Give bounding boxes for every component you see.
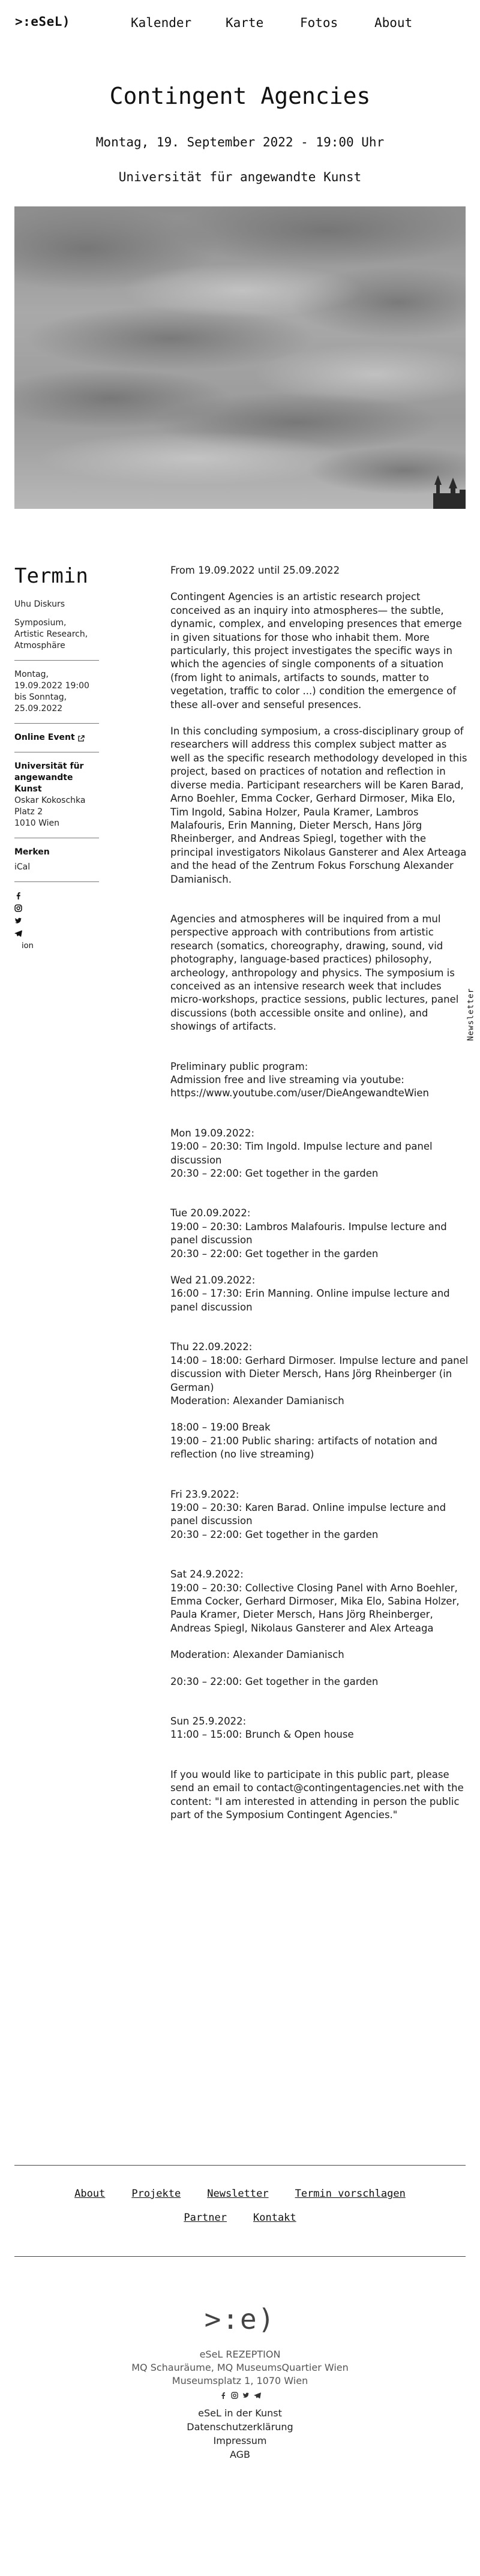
description-line: From 19.09.2022 until 25.09.2022	[170, 565, 340, 576]
sidebar-heading: Termin	[14, 564, 88, 588]
event-sidebar	[14, 564, 101, 951]
location-address	[14, 795, 101, 829]
date-line: bis Sonntag,	[14, 692, 67, 702]
footer-divider-top	[14, 2165, 466, 2166]
description-paragraph	[170, 1127, 469, 1181]
description-paragraph	[170, 1675, 469, 1689]
address-line: Platz 2	[14, 807, 43, 817]
instagram-icon[interactable]	[231, 2392, 238, 2399]
date-line: 19.09.2022 19:00	[14, 681, 89, 691]
footer-social-icons	[0, 2392, 480, 2399]
date-line: 25.09.2022	[14, 704, 63, 713]
description-paragraph	[170, 1207, 469, 1261]
description-paragraph	[170, 1060, 469, 1100]
share-icons	[14, 890, 101, 951]
footer-info-line: Museumsplatz 1, 1070 Wien	[172, 2375, 308, 2386]
categories	[14, 617, 101, 652]
share-instagram[interactable]	[14, 903, 101, 913]
telegram-icon	[14, 929, 22, 937]
footer-link-termin-vorschlagen[interactable]: Termin vorschlagen	[295, 2188, 406, 2200]
online-event-link[interactable]	[14, 732, 101, 743]
online-event-label: Online Event	[14, 733, 75, 742]
footer-info-line: MQ Schauräume, MQ MuseumsQuartier Wien	[131, 2362, 349, 2373]
description-paragraph	[170, 1568, 469, 1635]
description-line: 20:30 – 22:00: Get together in the garden	[170, 1528, 379, 1540]
nav-karte[interactable]: Karte	[226, 16, 264, 30]
footer-link-impressum[interactable]: Impressum	[213, 2435, 267, 2446]
description-line: 19:00 – 20:30: Tim Ingold. Impulse lecture and panel discussion	[170, 1141, 433, 1166]
external-link-icon	[77, 734, 85, 742]
footer-link-newsletter[interactable]: Newsletter	[207, 2188, 269, 2200]
description-line: Thu 22.09.2022:	[170, 1341, 253, 1353]
description-line: Sat 24.9.2022:	[170, 1569, 244, 1581]
description-line: Admission free and live streaming via youtube:	[170, 1074, 404, 1085]
description-line: Tue 20.09.2022:	[170, 1207, 251, 1219]
facebook-icon[interactable]	[220, 2392, 227, 2399]
footer-link-datenschutz[interactable]: Datenschutzerklärung	[187, 2421, 293, 2433]
description-paragraph	[170, 590, 469, 712]
share-telegram[interactable]	[14, 928, 101, 938]
nav-fotos[interactable]: Fotos	[300, 16, 338, 30]
description-paragraph	[170, 1341, 469, 1408]
ical-link[interactable]: iCal	[14, 862, 31, 872]
footer-link-about[interactable]: About	[74, 2188, 106, 2200]
description-line: Wed 21.09.2022:	[170, 1274, 256, 1286]
facebook-icon	[14, 892, 22, 899]
location-name-line: Universität für	[14, 761, 84, 771]
description-line: 20:30 – 22:00: Get together in the garden	[170, 1168, 379, 1180]
sidebar-divider	[14, 723, 99, 724]
description-paragraph	[170, 1488, 469, 1542]
footer-nav	[0, 2188, 480, 2236]
footer-link-esel-in-der-kunst[interactable]: eSeL in der Kunst	[198, 2407, 282, 2419]
address-line: Oskar Kokoschka	[14, 796, 86, 805]
footer-link-kontakt[interactable]: Kontakt	[253, 2212, 296, 2224]
instagram-icon	[14, 904, 22, 912]
main-nav	[131, 16, 412, 30]
description-line: Moderation: Alexander Damianisch	[170, 1649, 344, 1661]
description-line: 14:00 – 18:00: Gerhard Dirmoser. Impulse lecture and panel discussion with Dieter Mersch, Hans Jörg Rheinberger (in German)	[170, 1354, 469, 1393]
sidebar-divider	[14, 881, 99, 882]
event-title: Contingent Agencies	[109, 83, 371, 109]
event-hero-image	[14, 206, 466, 509]
footer-logo[interactable]: >:e)	[204, 2303, 276, 2335]
location-name-line: angewandte Kunst	[14, 773, 73, 794]
description-paragraph	[170, 913, 469, 1034]
description-line: Fri 23.9.2022:	[170, 1488, 239, 1500]
site-logo[interactable]: >:eSeL)	[15, 14, 71, 29]
description-line: In this concluding symposium, a cross-disciplinary group of researchers will address this complex subject matter as well as the specific research methodology developed in this project, based on practices of notation and reflection in diverse media. Participant researchers will be Karen Barad, Arno Boehler, Emma Cocker, Gerhard Dirmoser, Mika Elo, Tim Ingold, Sabina Holzer, Paula Kramer, Lambros Malafouris, Erin Manning, Dieter Mersch, Hans Jörg Rheinberger, and Andreas Spiegl, together with the principal investigators Nikolaus Gansterer and Alex Arteaga and the head of the Zentrum Fokus Forschung Alexander Damianisch.	[170, 725, 467, 885]
description-paragraph	[170, 1715, 469, 1742]
description-line: Sun 25.9.2022:	[170, 1716, 247, 1727]
footer-address	[0, 2348, 480, 2388]
description-line: Agencies and atmospheres will be inquired from a mul perspective approach with contributions from artistic research (somatics, choreography, drawing, sound, vid photography, language-based practices) philosophy, archeology, anthropology and physics. The symposium is conceived as an intensive research week that includes micro-workshops, practice sessions, public lectures, panel discussions (both accessible onsite and online), and showings of artifacts.	[170, 913, 459, 1033]
description-line: 19:00 – 20:30: Lambros Malafouris. Impulse lecture and panel discussion	[170, 1220, 447, 1246]
description-line: Moderation: Alexander Damianisch	[170, 1395, 344, 1407]
share-facebook[interactable]	[14, 890, 101, 901]
footer-info-line: eSeL REZEPTION	[199, 2349, 281, 2360]
address-line: 1010 Wien	[14, 818, 59, 828]
description-line: 19:00 – 21:00 Public sharing: artifacts of notation and reflection (no live streaming)	[170, 1435, 437, 1461]
footer-link-projekte[interactable]: Projekte	[131, 2188, 181, 2200]
description-paragraph	[170, 725, 469, 886]
organizer[interactable]: Uhu Diskurs	[14, 599, 65, 609]
description-line: 20:30 – 22:00: Get together in the garden	[170, 1675, 379, 1687]
description-line: Contingent Agencies is an artistic research project conceived as an inquiry into atmospheres— the subtle, dynamic, complex, and enveloping presences that emerge in given situations for those who inhabit them. More particularly, this project investigates the specific ways in which the agencies of single components of a situation (from light to animals, artifacts to sounds, matter to vegetation, traffic to color ...) condition the emergence of these all-over and senseful presences.	[170, 591, 462, 710]
site-header	[0, 0, 480, 48]
date-line: Montag,	[14, 670, 49, 679]
description-line: Mon 19.09.2022:	[170, 1127, 255, 1139]
twitter-icon	[14, 917, 22, 925]
description-line: 16:00 – 17:30: Erin Manning. Online impulse lecture and panel discussion	[170, 1288, 450, 1313]
event-description	[170, 564, 469, 1835]
description-line: 19:00 – 20:30: Collective Closing Panel with Arno Boehler, Emma Cocker, Gerhard Dirmoser, Mika Elo, Sabina Holzer, Paula Kramer, Dieter Mersch, Hans Jörg Rheinberger, Andreas Spiegl, Nikolaus Gansterer and Alex Arteaga	[170, 1582, 460, 1634]
event-date: Montag, 19. September 2022 - 19:00 Uhr	[95, 135, 385, 149]
merken-heading: Merken	[14, 847, 50, 857]
description-line: 20:30 – 22:00: Get together in the garden	[170, 1247, 379, 1259]
event-venue: Universität für angewandte Kunst	[118, 170, 362, 184]
footer-legal	[0, 2406, 480, 2461]
newsletter-tab[interactable]	[462, 984, 480, 1044]
description-paragraph	[170, 1274, 469, 1314]
description-line: If you would like to participate in this public part, please send an email to contact@contingentagencies.net with the content: "I am interested in attending in person the public part of the Symposium Contingent Agencies."	[170, 1768, 464, 1821]
description-paragraph	[170, 1768, 469, 1822]
description-line: 18:00 – 19:00 Break	[170, 1422, 271, 1434]
description-paragraph	[170, 564, 469, 577]
description-paragraph	[170, 1648, 469, 1662]
footer-link-partner[interactable]: Partner	[184, 2212, 227, 2224]
footer-link-agb[interactable]: AGB	[229, 2449, 251, 2460]
description-line: https://www.youtube.com/user/DieAngewandteWien	[170, 1087, 429, 1099]
sidebar-divider	[14, 660, 99, 661]
description-paragraph	[170, 1421, 469, 1461]
share-partial-label: ion	[22, 941, 34, 950]
location-name[interactable]	[14, 761, 101, 795]
event-dates	[14, 669, 101, 715]
description-line: Preliminary public program:	[170, 1060, 308, 1072]
description-line: 19:00 – 20:30: Karen Barad. Online impulse lecture and panel discussion	[170, 1501, 446, 1527]
category-artistic-research[interactable]: Artistic Research,	[14, 629, 88, 639]
share-twitter[interactable]	[14, 916, 101, 926]
newsletter-tab-label: Newsletter	[466, 987, 476, 1041]
nav-kalender[interactable]: Kalender	[131, 16, 192, 30]
description-line: 11:00 – 15:00: Brunch & Open house	[170, 1729, 354, 1741]
telegram-icon[interactable]	[254, 2392, 261, 2399]
nav-about[interactable]: About	[374, 16, 413, 30]
footer-divider-bottom	[14, 2256, 466, 2257]
twitter-icon[interactable]	[242, 2392, 250, 2399]
category-atmosphaere[interactable]: Atmosphäre	[14, 641, 65, 650]
category-symposium[interactable]: Symposium,	[14, 618, 67, 628]
